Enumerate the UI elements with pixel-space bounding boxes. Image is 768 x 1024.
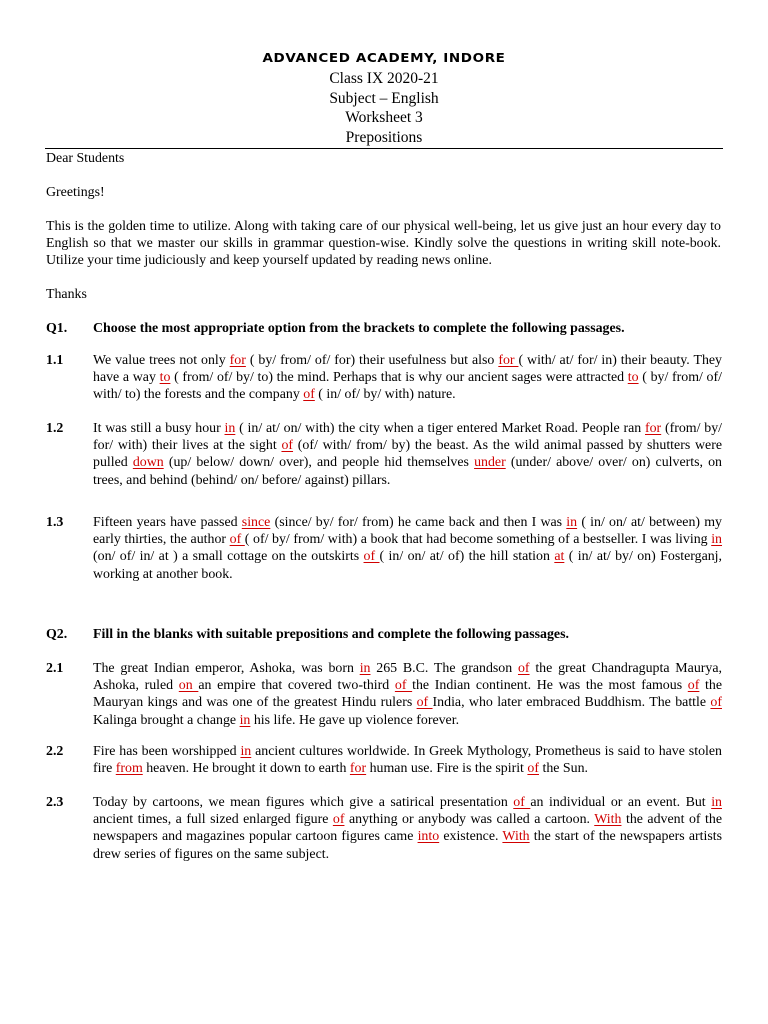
answer-word: in [224, 421, 236, 436]
answer-word: since [241, 515, 271, 530]
item-number: 2.1 [46, 661, 64, 676]
item-1-1 [46, 352, 722, 404]
answer-word: of [332, 812, 345, 828]
item-passage: Fire has been worshipped in ancient cultures worldwide. In Greek Mythology, Prometheus is said to have stolen fire from heaven. He brought it down to earth for human use. Fire is the spirit of the Sun. [93, 744, 722, 777]
answer-word: for [349, 761, 367, 777]
answer-word: from [115, 761, 143, 777]
answer-word: of [710, 695, 722, 711]
item-passage: Fifteen years have passed since (since/ by/ for/ from) he came back and then I was in ( in/ on/ at/ between) my early thirties, the author of ( of/ by/ from/ with) a book that had become something of a bestseller. I was living in (on/ of/ in/ at ) a small cottage on the outskirts of ( in/ on/ at/ of) the hill station at ( in/ at/ by/ on) Fosterganj, working at another book. [93, 515, 723, 582]
answer-word: of [513, 795, 531, 810]
answer-word: of [527, 761, 539, 777]
intro-message: This is the golden time to utilize. Along with taking care of our physical well-being, let us give just an hour every day to English so that we master our skills in grammar question-wise. Kindly solve the questions in writing skill note-book. Utilize your time judiciously and keep yourself updated by reading news online. [46, 219, 721, 269]
answer-word: of [394, 678, 413, 694]
item-passage: Today by cartoons, we mean figures which give a satirical presentation of an individual or an event. But in ancient times, a full sized enlarged figure of anything or anybody was called a cartoon. With the advent of the newspapers and magazines popular cartoon figures came into existence. With the start of the newspapers artists drew series of figures on the same subject. [93, 795, 722, 862]
answer-word: in [240, 744, 252, 759]
item-number: 1.1 [46, 353, 64, 368]
question-2-instruction: Fill in the blanks with suitable prepositions and complete the following passages. [93, 627, 569, 642]
answer-word: into [417, 829, 440, 845]
greeting: Greetings! [46, 185, 105, 200]
worksheet-line: Worksheet 3 [345, 109, 423, 126]
answer-word: for [229, 353, 246, 368]
answer-word: of [363, 549, 380, 565]
salutation: Dear Students [46, 151, 125, 166]
answer-word: to [159, 370, 171, 386]
subject-line: Subject – English [329, 90, 439, 107]
answer-word: under [474, 455, 506, 471]
thanks: Thanks [46, 287, 87, 302]
answer-word: in [711, 532, 723, 548]
answer-word: of [281, 438, 294, 454]
question-1-instruction: Choose the most appropriate option from the brackets to complete the following passages. [93, 321, 625, 336]
answer-word: down [132, 455, 164, 471]
answer-word: in [711, 795, 722, 810]
answer-word: of [303, 387, 315, 403]
item-number: 2.3 [46, 795, 64, 810]
school-name: ADVANCED ACADEMY, INDORE [262, 50, 506, 66]
item-2-2 [46, 743, 722, 777]
item-2-3 [46, 794, 722, 863]
item-number: 1.2 [46, 421, 64, 436]
topic-line: Prepositions [345, 129, 423, 146]
item-2-1 [46, 660, 722, 729]
item-passage: It was still a busy hour in ( in/ at/ on/ with) the city when a tiger entered Market Road. People ran for (from/ by/ for/ with) their lives at the sight of (of/ with/ from/ by) the beast. As the wild animal passed by shutters were pulled down (up/ below/ down/ over), and people hid themselves under (under/ above/ over/ on) culverts, on trees, and behind (behind/ on/ before/ against) pillars. [93, 421, 722, 488]
answer-word: in [566, 515, 578, 530]
answer-word: for [644, 421, 662, 436]
answer-word: to [627, 370, 639, 386]
answer-word: in [239, 712, 251, 728]
question-1-number: Q1. [46, 321, 68, 336]
item-number: 2.2 [46, 744, 64, 759]
answer-word: With [502, 829, 530, 845]
answer-word: With [594, 812, 622, 828]
answer-word: of [687, 678, 700, 694]
answer-word: for [498, 353, 519, 368]
answer-word: of [517, 661, 530, 676]
item-1-2 [46, 420, 722, 489]
item-passage: We value trees not only for ( by/ from/ of/ for) their usefulness but also for ( with/ at/ for/ in) their beauty. They have a way to ( from/ of/ by/ to) the mind. Perhaps that is why our ancient sages were attracted to ( by/ from/ of/ with/ to) the forests and the company of ( in/ of/ by/ with) nature. [93, 353, 723, 403]
answer-word: in [359, 661, 371, 676]
question-2-number: Q2. [46, 627, 68, 642]
item-passage: The great Indian emperor, Ashoka, was born in 265 B.C. The grandson of the great Chandragupta Maurya, Ashoka, ruled on an empire that covered two-third of the Indian continent. He was the most famous of the Mauryan kings and was one of the greatest Hindu rulers of India, who later embraced Buddhism. The battle of Kalinga brought a change in his life. He gave up violence forever. [93, 661, 722, 728]
class-line: Class IX 2020-21 [329, 70, 439, 87]
answer-word: of [229, 532, 245, 548]
header-divider [45, 148, 723, 149]
item-1-3 [46, 514, 722, 583]
item-number: 1.3 [46, 515, 64, 530]
answer-word: on [178, 678, 199, 694]
answer-word: at [554, 549, 565, 565]
answer-word: of [416, 695, 433, 711]
